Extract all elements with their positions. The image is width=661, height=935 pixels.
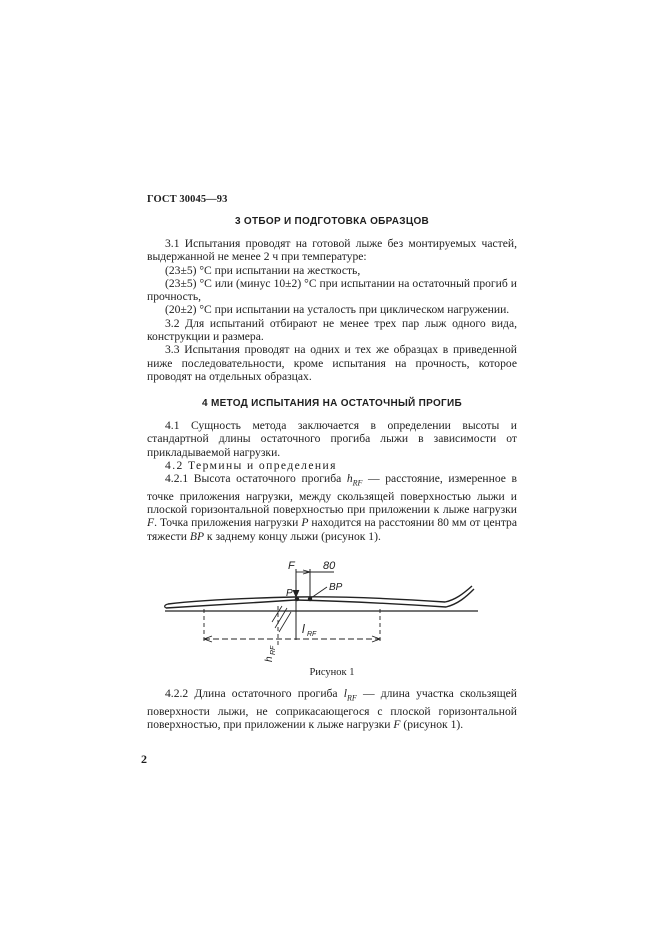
symbol-h-subscript: RF: [352, 478, 363, 488]
symbol-l: l: [343, 687, 347, 700]
hatch-3: [279, 612, 291, 632]
symbol-h: h: [346, 472, 353, 486]
label-BP: BP: [329, 582, 343, 593]
temperature-item-3: (20±2) °С при испытании на усталость при циклическом нагружении.: [165, 303, 510, 317]
symbol-P: P: [301, 516, 309, 530]
p421-text-d: находится на расстоянии 80 мм от центра тяжести: [147, 516, 518, 543]
paragraph-4-2: 4.2 Термины и определения: [165, 458, 337, 472]
symbol-l-subscript: RF: [346, 693, 357, 703]
label-h-subscript: RF: [270, 645, 277, 655]
load-arrow-head: [293, 590, 299, 597]
page-number: 2: [141, 752, 147, 766]
p421-text-c: . Точка приложения нагрузки: [154, 516, 302, 530]
paragraph-3-2: 3.2 Для испытаний отбирают не менее трех пар лыж одного вида, конструкции и размера.: [147, 316, 517, 344]
label-F: F: [288, 560, 295, 572]
symbol-F: F: [147, 516, 155, 530]
p422-text-c: (рисунок 1).: [400, 717, 464, 731]
standard-header: ГОСТ 30045—93: [147, 194, 228, 205]
label-80: 80: [323, 560, 336, 572]
point-P: [295, 597, 299, 601]
label-h: h: [264, 656, 275, 662]
p422-text-b: — длина участка скользящей поверхности лыжи, не соприкасающегося с плоской горизонтальной поверхностью, при приложении к лыже нагрузки: [147, 687, 517, 731]
figure-caption: Рисунок 1: [309, 667, 355, 678]
paragraph-4-2-2-block: [147, 687, 517, 731]
label-P: P: [286, 588, 293, 599]
p421-text-e: к заднему концу лыжи (рисунок 1).: [204, 529, 381, 543]
p422-text-a: 4.2.2 Длина остаточного прогиба: [165, 687, 344, 700]
paragraph-3-3: 3.3 Испытания проводят на одних и тех же образцах в приведенной ниже последовательности, кроме испытания на прочность, которое проводят на отдельных образцах.: [147, 343, 517, 383]
label-l: l: [302, 622, 305, 636]
section-4-title: 4 МЕТОД ИСПЫТАНИЯ НА ОСТАТОЧНЫЙ ПРОГИБ: [202, 398, 462, 409]
temperature-item-1: (23±5) °С при испытании на жесткость,: [165, 263, 361, 277]
paragraph-4-1: 4.1 Сущность метода заключается в определении высоты и стандартной длины остаточного прогиба лыжи в зависимости от прикладываемой нагрузки.: [147, 419, 517, 459]
symbol-F-2: F: [393, 717, 401, 731]
p421-text-a: 4.2.1 Высота остаточного прогиба: [165, 472, 347, 486]
symbol-BP: BP: [189, 529, 205, 543]
paragraph-4-2-2: [147, 687, 517, 731]
paragraph-3-1: 3.1 Испытания проводят на готовой лыже без монтируемых частей, выдержанной не менее 2 ч при температуре:: [147, 237, 517, 264]
label-l-subscript: RF: [307, 631, 317, 638]
section-3-title: 3 ОТБОР И ПОДГОТОВКА ОБРАЗЦОВ: [234, 216, 430, 227]
temperature-item-2: (23±5) °С или (минус 10±2) °С при испытании на остаточный прогиб и прочность,: [147, 276, 517, 304]
p421-text-b: — расстояние, измеренное в точке приложения нагрузки, между скользящей поверхностью лыжи и плоской горизонтальной поверхностью при приложении к лыже нагрузки: [147, 472, 517, 517]
